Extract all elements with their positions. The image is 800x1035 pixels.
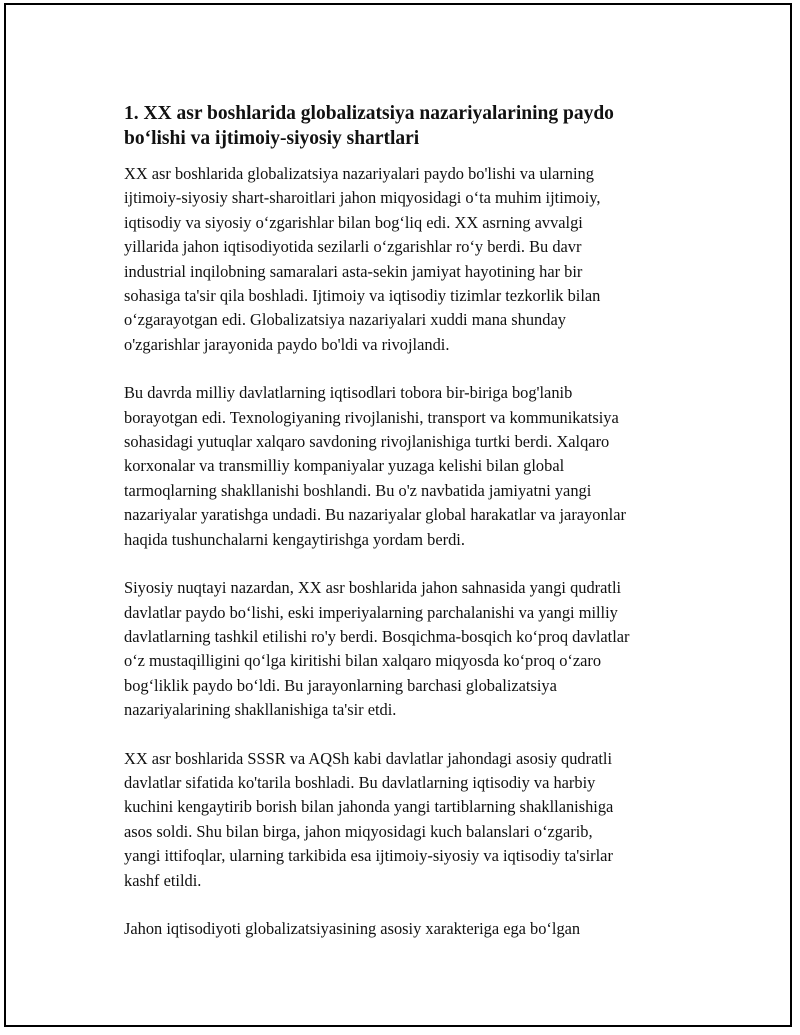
page-frame <box>4 3 792 1027</box>
paragraph-3 <box>124 576 699 722</box>
text-line: XX asr boshlarida SSSR va AQSh kabi davlatlar jahondagi asosiy qudratli <box>124 748 613 768</box>
text-line: tarmoqlarning shakllanishi boshlandi. Bu o'z navbatida jamiyatni yangi <box>124 480 592 500</box>
text-line: oʻz mustaqilligini qoʻlga kiritishi bilan xalqaro miqyosda koʻproq oʻzaro <box>124 651 602 671</box>
heading-line: 1. XX asr boshlarida globalizatsiya nazariyalarining paydo <box>124 103 614 124</box>
text-line: nazariyalarining shakllanishiga ta'sir etdi. <box>124 700 397 720</box>
text-line: sohasiga ta'sir qila boshladi. Ijtimoiy va iqtisodiy tizimlar tezkorlik bilan <box>124 286 601 306</box>
text-line: davlatlarning tashkil etilishi ro'y berdi. Bosqichma-bosqich koʻproq davlatlar <box>124 626 630 646</box>
paragraph-2 <box>124 381 699 552</box>
section-heading <box>124 101 699 151</box>
text-line: Siyosiy nuqtayi nazardan, XX asr boshlarida jahon sahnasida yangi qudratli <box>124 578 622 598</box>
text-line: kuchini kengaytirib borish bilan jahonda yangi tartiblarning shakllanishiga <box>124 797 614 817</box>
heading-line: boʻlishi va ijtimoiy-siyosiy shartlari <box>124 128 420 149</box>
text-line: Bu davrda milliy davlatlarning iqtisodlari tobora bir-biriga bog'lanib <box>124 383 573 403</box>
paragraph-5 <box>124 917 699 941</box>
text-line: XX asr boshlarida globalizatsiya nazariyalari paydo bo'lishi va ularning <box>124 164 594 183</box>
paragraph-1 <box>124 162 699 357</box>
document-body <box>124 101 699 965</box>
text-line: borayotgan edi. Texnologiyaning rivojlanishi, transport va kommunikatsiya <box>124 407 619 427</box>
text-line: kashf etildi. <box>124 870 202 890</box>
text-line: o'zgarishlar jarayonida paydo bo'ldi va rivojlandi. <box>124 334 450 354</box>
text-line: sohasidagi yutuqlar xalqaro savdoning rivojlanishiga turtki berdi. Xalqaro <box>124 432 610 452</box>
text-line: bogʻliklik paydo boʻldi. Bu jarayonlarning barchasi globalizatsiya <box>124 675 557 695</box>
text-line: oʻzgarayotgan edi. Globalizatsiya nazariyalari xuddi mana shunday <box>124 310 566 330</box>
text-line: industrial inqilobning samaralari asta-sekin jamiyat hayotining har bir <box>124 261 583 281</box>
text-line: asos soldi. Shu bilan birga, jahon miqyosidagi kuch balanslari oʻzgarib, <box>124 821 593 841</box>
text-line: korxonalar va transmilliy kompaniyalar yuzaga kelishi bilan global <box>124 456 565 476</box>
text-line: ijtimoiy-siyosiy shart-sharoitlari jahon miqyosidagi oʻta muhim ijtimoiy, <box>124 188 601 208</box>
paragraph-4 <box>124 747 699 893</box>
text-line: Jahon iqtisodiyoti globalizatsiyasining asosiy xarakteriga ega boʻlgan <box>124 918 581 938</box>
text-line: yillarida jahon iqtisodiyotida sezilarli oʻzgarishlar roʻy berdi. Bu davr <box>124 237 582 257</box>
text-line: davlatlar sifatida ko'tarila boshladi. Bu davlatlarning iqtisodiy va harbiy <box>124 772 596 792</box>
text-line: iqtisodiy va siyosiy oʻzgarishlar bilan bogʻliq edi. XX asrning avvalgi <box>124 212 583 232</box>
text-line: nazariyalar yaratishga undadi. Bu nazariyalar global harakatlar va jarayonlar <box>124 505 626 525</box>
text-line: davlatlar paydo boʻlishi, eski imperiyalarning parchalanishi va yangi milliy <box>124 602 618 622</box>
text-line: haqida tushunchalarni kengaytirishga yordam berdi. <box>124 529 465 549</box>
text-line: yangi ittifoqlar, ularning tarkibida esa ijtimoiy-siyosiy va iqtisodiy ta'sirlar <box>124 846 613 866</box>
